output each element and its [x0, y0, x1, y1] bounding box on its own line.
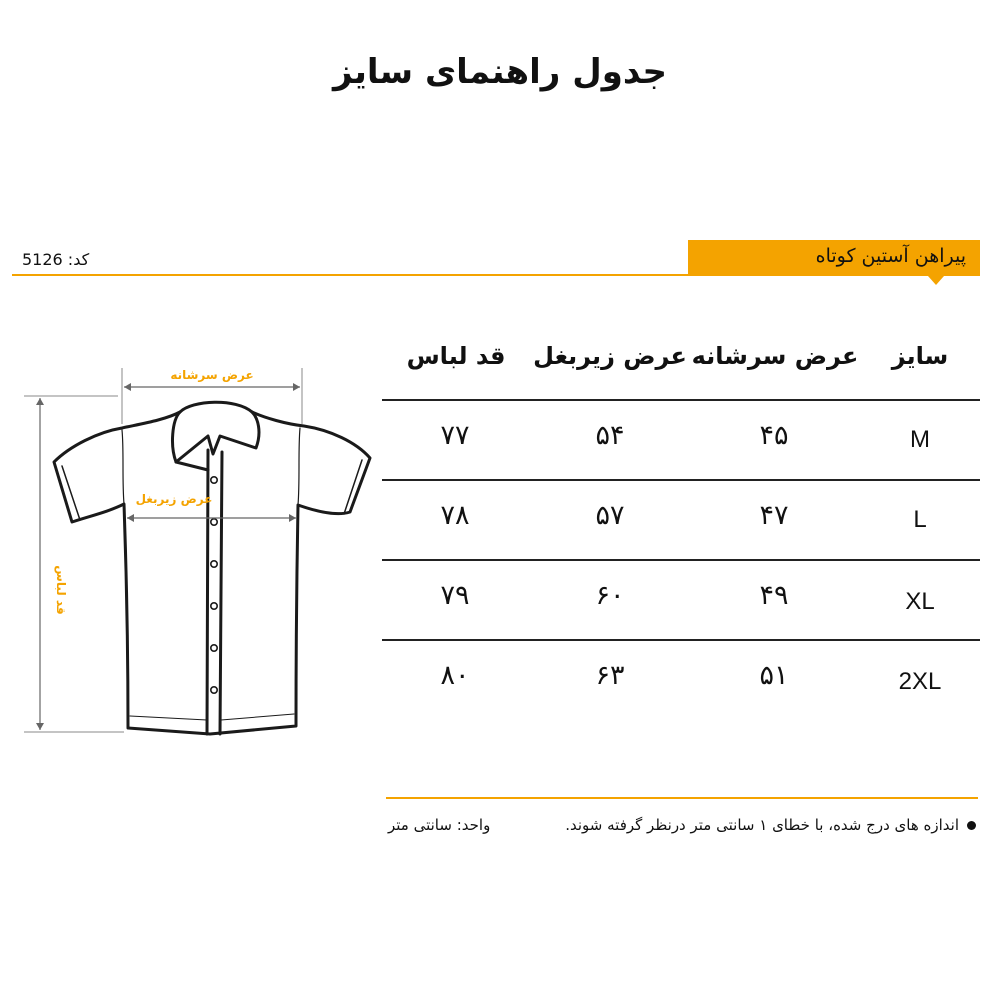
header-length: قد لباس: [406, 342, 506, 370]
product-name: پیراهن آستین کوتاه: [815, 245, 966, 267]
table-cell-shoulder: ۴۵: [759, 420, 789, 451]
table-cell-size: XL: [905, 588, 935, 615]
product-code: کد: 5126: [22, 250, 90, 269]
table-cell-size: 2XL: [898, 668, 942, 695]
table-cell-size: L: [913, 506, 927, 533]
footnote-text: اندازه های درج شده، با خطای ۱ سانتی متر درنظر گرفته شوند.: [565, 816, 959, 834]
table-cell-length: ۷۷: [440, 420, 470, 451]
table-cell-underarm: ۵۴: [595, 420, 625, 451]
length-label: قد لباس: [54, 565, 68, 615]
shirt-outline: [54, 402, 370, 734]
shirt-buttons: [211, 477, 217, 693]
underarm-label: عرض زیربغل: [135, 492, 213, 506]
table-cell-length: ۸۰: [440, 660, 470, 691]
table-cell-size: M: [910, 426, 930, 453]
unit-label: واحد: سانتی متر: [388, 816, 491, 834]
table-cell-underarm: ۶۳: [595, 660, 625, 691]
page-title: جدول راهنمای سایز: [333, 52, 667, 92]
table-cell-shoulder: ۴۷: [759, 500, 789, 531]
table-cell-length: ۷۸: [440, 500, 470, 531]
header-underarm: عرض زیربغل: [533, 342, 687, 370]
bullet-icon: [967, 821, 976, 830]
table-cell-length: ۷۹: [440, 580, 470, 611]
footer-divider: [386, 797, 978, 799]
shoulder-label: عرض سرشانه: [170, 368, 254, 382]
header-shoulder: عرض سرشانه: [691, 342, 859, 370]
header-size: سایز: [891, 342, 949, 370]
table-cell-shoulder: ۵۱: [759, 660, 789, 691]
table-cell-underarm: ۵۷: [595, 500, 625, 531]
table-cell-shoulder: ۴۹: [759, 580, 789, 611]
footnote: [565, 816, 976, 834]
table-cell-underarm: ۶۰: [595, 580, 625, 611]
